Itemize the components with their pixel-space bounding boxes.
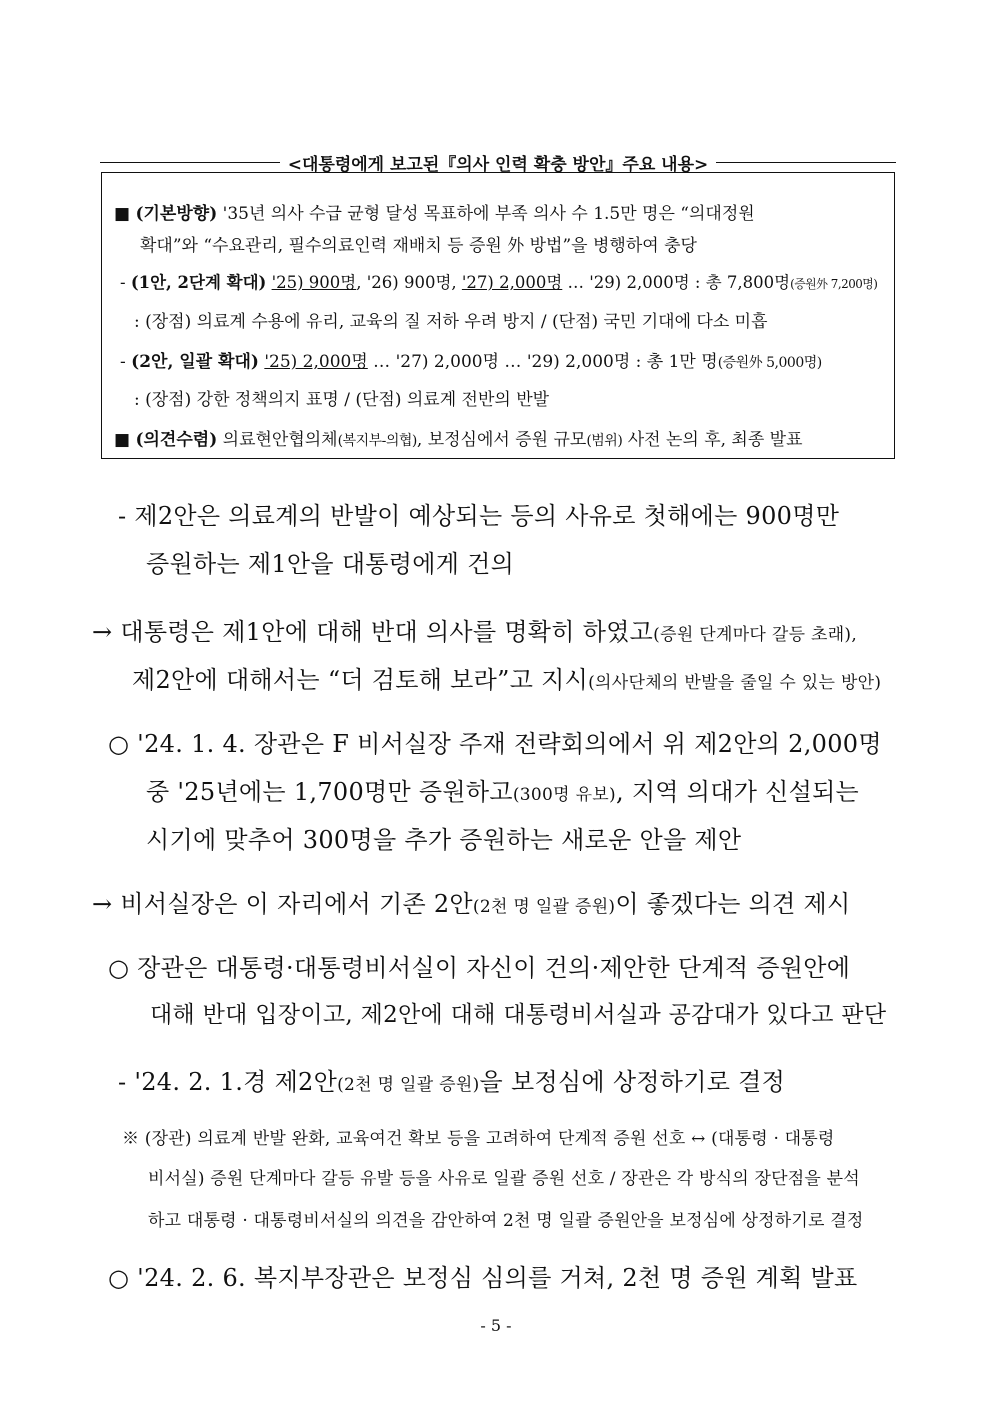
body-line-4-small: (의사단체의 반발을 줄일 수 있는 방안) bbox=[588, 673, 882, 693]
body-line-9: ○ 장관은 대통령·대통령비서실이 자신이 건의·제안한 단계적 증원안에 bbox=[108, 954, 851, 982]
body-line-7: 시기에 맞추어 300명을 추가 증원하는 새로운 안을 제안 bbox=[146, 826, 742, 854]
option2-rest: … '27) 2,000명 … '29) 2,000명 : 총 1만 명 bbox=[367, 352, 718, 372]
option2-label: (2안, 일괄 확대) bbox=[131, 352, 259, 372]
body-line-6-text-a: 중 '25년에는 1,700명만 증원하고 bbox=[146, 778, 513, 806]
option2-small: (증원外 5,000명) bbox=[717, 355, 822, 371]
body-line-2: 증원하는 제1안을 대통령에게 건의 bbox=[146, 550, 515, 578]
bullet-square: ■ bbox=[114, 204, 131, 224]
option2-dash: - bbox=[120, 352, 132, 372]
body-line-11-text-b: 을 보정심에 상정하기로 결정 bbox=[479, 1068, 786, 1096]
page-number: - 5 - bbox=[480, 1316, 512, 1335]
body-line-8-small: (2천 명 일괄 증원) bbox=[472, 897, 616, 917]
body-line-4-text: 제2안에 대해서는 “더 검토해 보라”고 지시 bbox=[132, 666, 589, 694]
body-line-3-text: → 대통령은 제1안에 대해 반대 의사를 명확히 하였고 bbox=[92, 618, 654, 646]
opinion-text-c: 사전 논의 후, 최종 발표 bbox=[622, 430, 803, 450]
body-line-12: ○ '24. 2. 6. 복지부장관은 보정심 심의를 거쳐, 2천 명 증원 계획 발표 bbox=[108, 1264, 858, 1292]
option1-pros-cons: : (장점) 의료계 수용에 유리, 교육의 질 저하 우려 방지 / (단점) 국민 기대에 다소 미흡 bbox=[134, 312, 768, 332]
bullet-square: ■ bbox=[114, 430, 131, 450]
title-rule-right bbox=[716, 162, 896, 163]
note-line-1: ※ (장관) 의료계 반발 완화, 교육여건 확보 등을 고려하여 단계적 증원 선호 ↔ (대통령 · 대통령 bbox=[122, 1129, 835, 1149]
body-line-11 bbox=[118, 1062, 785, 1097]
body-line-8-text-a: → 비서실장은 이 자리에서 기존 2안 bbox=[92, 890, 473, 918]
option2-pros-cons: : (장점) 강한 정책의지 표명 / (단점) 의료계 전반의 반발 bbox=[134, 390, 550, 410]
option1-year25: '25) 900명 bbox=[271, 273, 357, 292]
body-line-6-small: (300명 유보) bbox=[512, 785, 616, 805]
opinion-small2: (범위) bbox=[586, 433, 623, 449]
option1-rest: … '29) 2,000명 : 총 7,800명 bbox=[562, 273, 791, 292]
basic-direction-text1: '35년 의사 수급 균형 달성 목표하에 부족 의사 수 1.5만 명은 “의대정원 bbox=[217, 204, 755, 224]
body-line-8 bbox=[92, 884, 851, 919]
option1-year27: '27) 2,000명 bbox=[461, 273, 563, 292]
summary-box bbox=[101, 172, 895, 459]
opinion-text-b: , 보정심에서 증원 규모 bbox=[416, 430, 587, 450]
box-title: <대통령에게 보고된『의사 인력 확충 방안』주요 내용> bbox=[287, 155, 709, 175]
option1-label: (1안, 2단계 확대) bbox=[130, 273, 267, 292]
title-rule-left bbox=[100, 162, 280, 163]
body-line-6-text-b: , 지역 의대가 신설되는 bbox=[615, 778, 860, 806]
body-line-10: 대해 반대 입장이고, 제2안에 대해 대통령비서실과 공감대가 있다고 판단 bbox=[150, 1002, 887, 1028]
option1-small: (증원外 7,200명) bbox=[790, 277, 878, 291]
body-line-11-small: (2천 명 일괄 증원) bbox=[337, 1075, 480, 1095]
body-line-8-text-b: 이 좋겠다는 의견 제시 bbox=[615, 890, 851, 918]
basic-direction-line2: 확대”와 “수요관리, 필수의료인력 재배치 등 증원 外 방법”을 병행하여 충당 bbox=[140, 236, 697, 256]
basic-direction-label: (기본방향) bbox=[135, 204, 218, 224]
note-line-2: 비서실) 증원 단계마다 갈등 유발 등을 사유로 일괄 증원 선호 / 장관은 각 방식의 장단점을 분석 bbox=[148, 1169, 860, 1189]
body-line-1: - 제2안은 의료계의 반발이 예상되는 등의 사유로 첫해에는 900명만 bbox=[118, 502, 840, 530]
note-line-3: 하고 대통령 · 대통령비서실의 의견을 감안하여 2천 명 일괄 증원안을 보정심에 상정하기로 결정 bbox=[148, 1211, 864, 1231]
body-line-6 bbox=[146, 772, 859, 807]
option2-year25: '25) 2,000명 bbox=[264, 352, 368, 372]
body-line-4 bbox=[132, 660, 881, 695]
body-line-5: ○ '24. 1. 4. 장관은 F 비서실장 주재 전략회의에서 위 제2안의 2,000명 bbox=[108, 730, 882, 758]
option1-dash: - bbox=[120, 273, 131, 292]
body-line-11-text-a: - '24. 2. 1.경 제2안 bbox=[118, 1068, 338, 1096]
opinion-label: (의견수렴) bbox=[135, 430, 218, 450]
body-line-3 bbox=[92, 612, 857, 647]
opinion-text-a: 의료현안협의체 bbox=[217, 430, 338, 450]
opinion-line bbox=[114, 425, 803, 450]
body-line-3-small: (증원 단계마다 갈등 초래), bbox=[653, 625, 858, 645]
option1-line bbox=[120, 269, 877, 293]
option2-line bbox=[120, 347, 822, 372]
option1-mid: , '26) 900명, bbox=[356, 273, 462, 292]
opinion-small: (복지부-의협) bbox=[337, 433, 417, 449]
basic-direction-line1 bbox=[114, 199, 755, 224]
